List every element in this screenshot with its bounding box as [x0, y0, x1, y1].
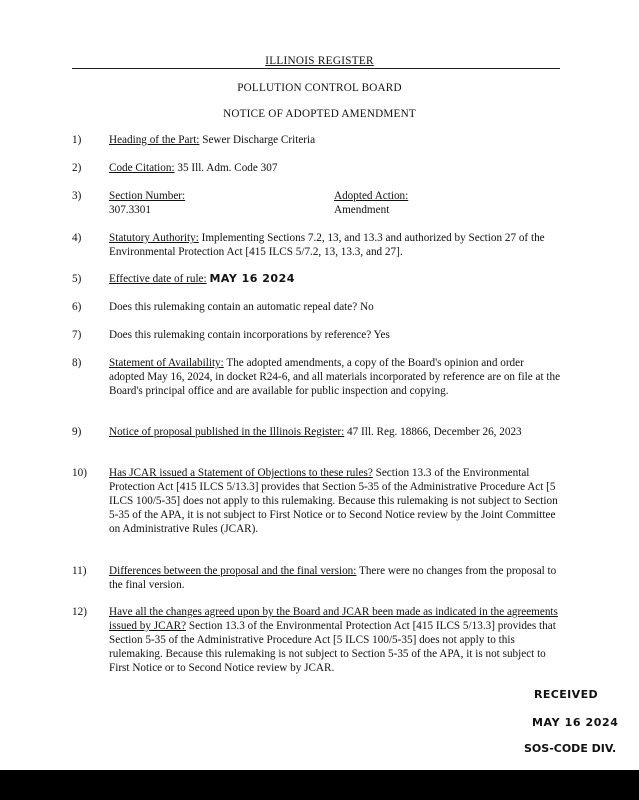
item-text: The adopted amendments, a copy of the Board's opinion and order adopted May 16, 2024, in docket R24-6, and all materials incorporated by reference are on file at the Board's principal office and are available for public inspection and copying.	[109, 357, 561, 397]
item-text: Section 13.3 of the Environmental Protection Act [415 ILCS 5/13.3] provides that Section 5-35 of the Administrative Procedure Act [5 ILCS 100/5-35] does not apply to this rulemaking. Because this rulemaking is not subject to Section 5-35 of the APA, it is not subject to First Notice or to Second Notice review by the Joint Committee on Administrative Rules (JCAR).	[109, 467, 558, 535]
item-label: Heading of the Part:	[109, 134, 200, 146]
item-number: 12)	[72, 606, 87, 618]
item-number: 2)	[72, 162, 82, 174]
item-text: Section 13.3 of the Environmental Protection Act [415 ILCS 5/13.3] provides that Section 5-35 of the Administrative Procedure Act [5 ILCS 100/5-35] does not apply to this rulemaking. Because this rulemaking is not subject to Section 5-35 of the APA, it is not subject to First Notice or to Second Notice review by JCAR.	[109, 620, 556, 674]
effective-date-stamp: MAY 16 2024	[209, 272, 295, 285]
item-label: Differences between the proposal and the final version:	[109, 565, 357, 577]
item-label: Statutory Authority:	[109, 232, 199, 244]
item-text: Implementing Sections 7.2, 13, and 13.3 and authorized by Section 27 of the Environmental Protection Act [415 ILCS 5/7.2, 13, 13.3, and 27].	[109, 232, 545, 258]
item-number: 9)	[72, 426, 82, 438]
item-text: 47 Ill. Reg. 18866, December 26, 2023	[347, 426, 522, 438]
scan-border	[0, 770, 639, 800]
item-label: Has JCAR issued a Statement of Objections to these rules?	[109, 467, 373, 479]
item-text: Does this rulemaking contain an automatic repeal date? No	[109, 301, 374, 313]
section-number-label: Section Number:	[109, 190, 186, 202]
item-label: Statement of Availability:	[109, 357, 224, 369]
item-number: 6)	[72, 301, 82, 313]
item-text: There were no changes from the proposal to the final version.	[109, 565, 557, 591]
item-number: 3)	[72, 190, 82, 202]
item-label: Notice of proposal published in the Illinois Register:	[109, 426, 345, 438]
header-rule	[72, 68, 560, 69]
board-name: POLLUTION CONTROL BOARD	[237, 82, 402, 94]
adopted-action-value: Amendment	[334, 204, 390, 216]
item-label: Effective date of rule:	[109, 273, 207, 285]
item-text: 35 Ill. Adm. Code 307	[177, 162, 278, 174]
register-header: ILLINOIS REGISTER	[265, 55, 374, 67]
adopted-action-label: Adopted Action:	[334, 190, 409, 202]
item-label: Code Citation:	[109, 162, 175, 174]
item-number: 1)	[72, 134, 82, 146]
received-date-stamp: MAY 16 2024	[532, 716, 619, 729]
item-number: 5)	[72, 273, 82, 285]
item-number: 8)	[72, 357, 82, 369]
sos-code-div-stamp: SOS-CODE DIV.	[524, 742, 617, 755]
item-number: 11)	[72, 565, 87, 577]
item-label: Have all the changes agreed upon by the Board and JCAR been made as indicated in the agreements issued by JCAR?	[109, 606, 558, 632]
section-number-value: 307.3301	[109, 204, 151, 216]
item-text: Sewer Discharge Criteria	[202, 134, 316, 146]
item-number: 10)	[72, 467, 87, 479]
item-text: Does this rulemaking contain incorporations by reference? Yes	[109, 329, 390, 341]
item-number: 7)	[72, 329, 82, 341]
item-number: 4)	[72, 232, 82, 244]
notice-title: NOTICE OF ADOPTED AMENDMENT	[223, 108, 416, 120]
received-stamp: RECEIVED	[534, 688, 599, 701]
